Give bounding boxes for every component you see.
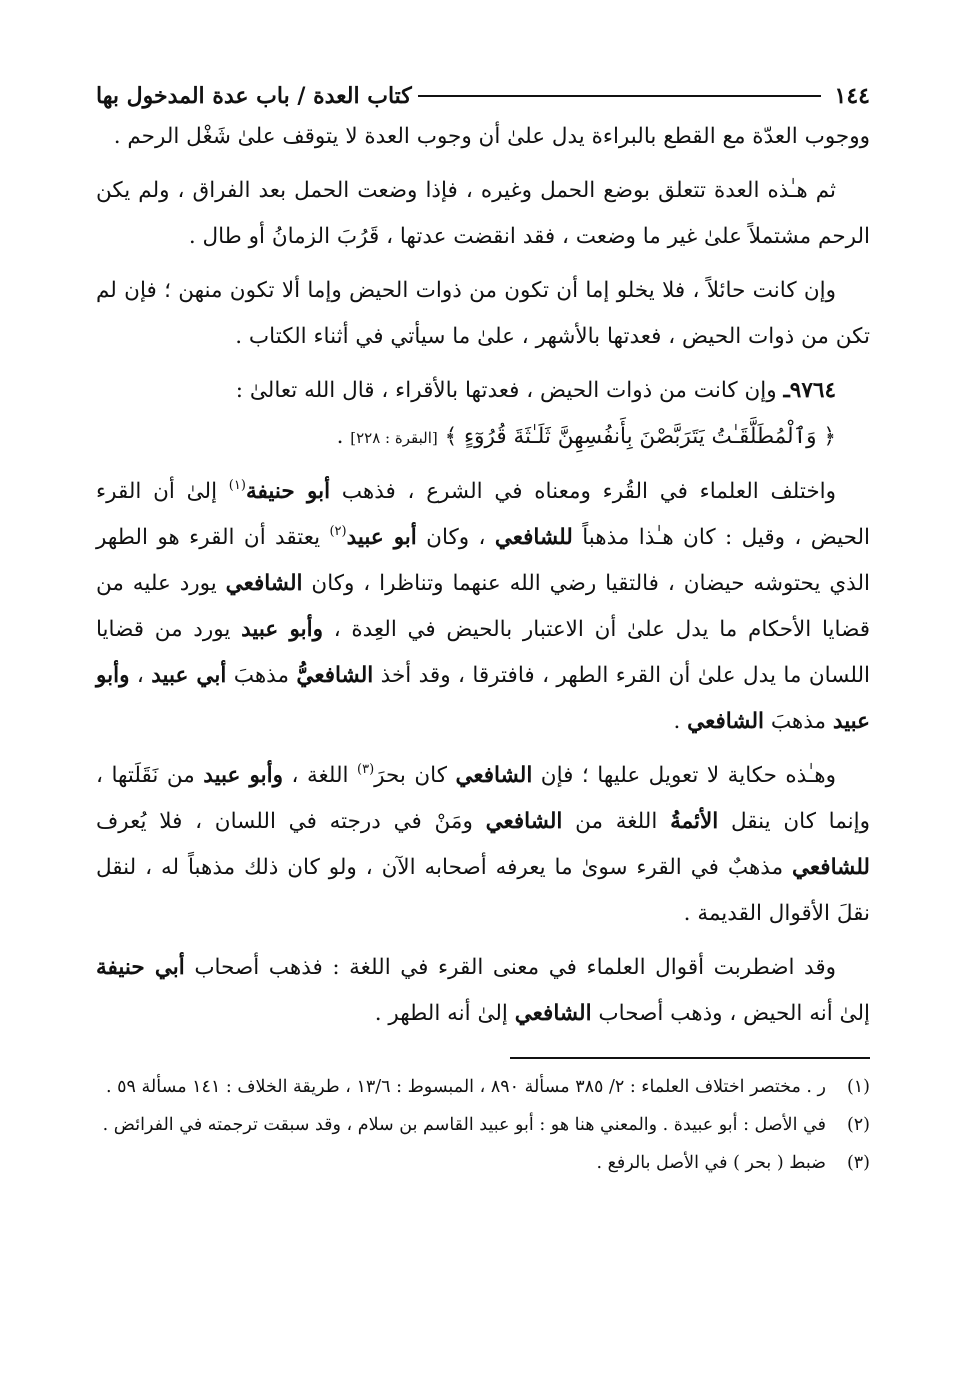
p5-text: مذهبَ — [226, 663, 297, 688]
footnote-ref-3[interactable]: (٣) — [357, 762, 375, 777]
p5-text: . — [673, 709, 688, 734]
p6-text: ومَنْ في درجته في اللسان ، فلا يُعرف — [96, 809, 486, 834]
p5-text: يورد عليه من قضايا الأحكام ما يدل علىٰ أن الاعتبار بالحيض في العِدة ، — [96, 571, 870, 642]
p5-text: إلىٰ أن القرء الحيض ، وقيل : كان هـٰذا مذهباً — [96, 479, 870, 550]
p5-name: وأبو عبيد — [241, 617, 323, 642]
p6-name: وأبو عبيد — [203, 763, 283, 788]
p5-name: الشافعيُّ — [296, 663, 374, 688]
p5-text: مذهبَ — [763, 709, 833, 734]
p5-name: وأبو عبيد — [96, 663, 870, 734]
footnote-ref-2[interactable]: (٢) — [329, 524, 347, 539]
paragraph-4-text: وإن كانت من ذوات الحيض ، فعدتها بالأقراء ، قال الله تعالىٰ : — [235, 378, 784, 403]
running-title: كتاب العدة / باب عدة المدخول بها — [96, 83, 412, 109]
p5-name: أبو حنيفة — [245, 479, 331, 504]
p6-name: الشافعي — [485, 809, 563, 834]
p6-name: الشافعي — [455, 763, 533, 788]
p7-text: إلىٰ أنه الحيض ، وذهب أصحاب — [591, 1001, 870, 1026]
p7-text: وقد اضطربت أقوال العلماء في معنى القرء في اللغة : فذهب أصحاب — [184, 955, 836, 980]
p6-name: للشافعي — [792, 855, 870, 880]
quran-verse: ﴿ وَٱلْمُطَلَّقَـٰتُ يَتَرَبَّصْنَ بِأَنفُسِهِنَّ ثَلَـٰثَةَ قُرُوٓءٍ ﴾ — [444, 424, 836, 449]
p5-text: واختلف العلماء في القُرء ومعناه في الشرع ، فذهب — [330, 479, 836, 504]
footnote-number: (١) — [846, 1077, 870, 1097]
paragraph-1: ووجوب العدّة مع القطع بالبراءة يدل علىٰ أن وجوب العدة لا يتوقف علىٰ شَغْل الرحم . — [113, 124, 870, 149]
footnote-number: (٢) — [846, 1115, 870, 1135]
footnote-3 — [96, 1147, 870, 1179]
footnote-ref-1[interactable]: (١) — [228, 478, 246, 493]
p5-name: الشافعي — [225, 571, 303, 596]
p5-text: ، وكان — [416, 525, 495, 550]
paragraph-4 — [96, 368, 870, 414]
header-rule — [418, 95, 821, 97]
p6-text: كان بحرَ — [374, 763, 456, 788]
footnote-text: ر . مختصر اختلاف العلماء : ٢/ ٣٨٥ مسألة ٨٩٠ ، المبسوط : ١٣/٦ ، طريقة الخلاف : ١٤١ مسألة ٥٩ . — [106, 1077, 826, 1097]
footnote-2 — [96, 1109, 870, 1141]
p6-text: مذهبٌ في القرء سوىٰ ما يعرفه أصحابه الآن ، ولو كان ذلك مذهباً له ، لنقل نقلَ الأقوال القديمة . — [96, 855, 870, 926]
footnote-text: في الأصل : أبو عبيدة . والمعني هنا هو : أبو عبيد القاسم بن سلام ، وقد سبقت ترجمته في الفرائض . — [102, 1115, 826, 1135]
p5-text: يعتقد أن القرء هو الطهر الذي يحتوشه حيضان ، فالتقيا رضي الله عنهما وتناظرا ، وكان — [96, 525, 870, 596]
issue-number: ٩٧٦٤ـ — [783, 378, 836, 403]
paragraph-6 — [96, 753, 870, 937]
p7-name: أبي حنيفة — [96, 955, 185, 980]
page-header — [96, 78, 870, 114]
footnote-1 — [96, 1071, 870, 1103]
page-number: ١٤٤ — [834, 83, 870, 109]
p5-text: ، — [129, 663, 152, 688]
p5-name: للشافعي — [494, 525, 573, 550]
p6-text: اللغة من — [562, 809, 671, 834]
book-page — [96, 78, 870, 1338]
p6-text: من نَقَلَتها ، وإنما كان ينقل — [96, 763, 871, 834]
paragraph-7 — [96, 945, 870, 1037]
paragraph-5 — [96, 469, 870, 745]
p5-name: الشافعي — [687, 709, 764, 734]
p5-name: أبي عبيد — [151, 663, 227, 688]
quran-end: . — [336, 424, 351, 449]
quran-reference: [البقرة : ٢٢٨] — [350, 429, 438, 447]
p6-text: وهـٰذه حكاية لا تعويل عليها ؛ فإن — [532, 763, 836, 788]
p7-name: الشافعي — [514, 1001, 592, 1026]
p6-name: الأئمةُ — [670, 809, 719, 834]
p5-name: أبو عبيد — [346, 525, 417, 550]
footnote-text: ضبط ( بحر ) في الأصل بالرفع . — [596, 1153, 826, 1173]
p7-text: إلىٰ أنه الطهر . — [374, 1001, 515, 1026]
footnote-separator — [510, 1057, 870, 1059]
p6-text: اللغة ، — [282, 763, 357, 788]
paragraph-2: ثم هـٰذه العدة تتعلق بوضع الحمل وغيره ، فإذا وضعت الحمل بعد الفراق ، ولم يكن الرحم مشتملاً علىٰ غير ما وضعت ، فقد انقضت عدتها ، قَرُبَ الزمانُ أو طال . — [96, 178, 870, 249]
footnote-number: (٣) — [846, 1153, 870, 1173]
main-text — [96, 114, 870, 1037]
footnotes — [96, 1071, 870, 1179]
paragraph-3: وإن كانت حائلاً ، فلا يخلو إما أن تكون من ذوات الحيض وإما ألا تكون منهن ؛ فإن لم تكن من ذوات الحيض ، فعدتها بالأشهر ، علىٰ ما سيأتي في أثناء الكتاب . — [96, 278, 870, 349]
quran-citation — [96, 414, 870, 461]
p5-text: يورد من قضايا اللسان ما يدل علىٰ أن القرء الطهر ، فافترقا ، وقد أخذ — [96, 617, 871, 688]
